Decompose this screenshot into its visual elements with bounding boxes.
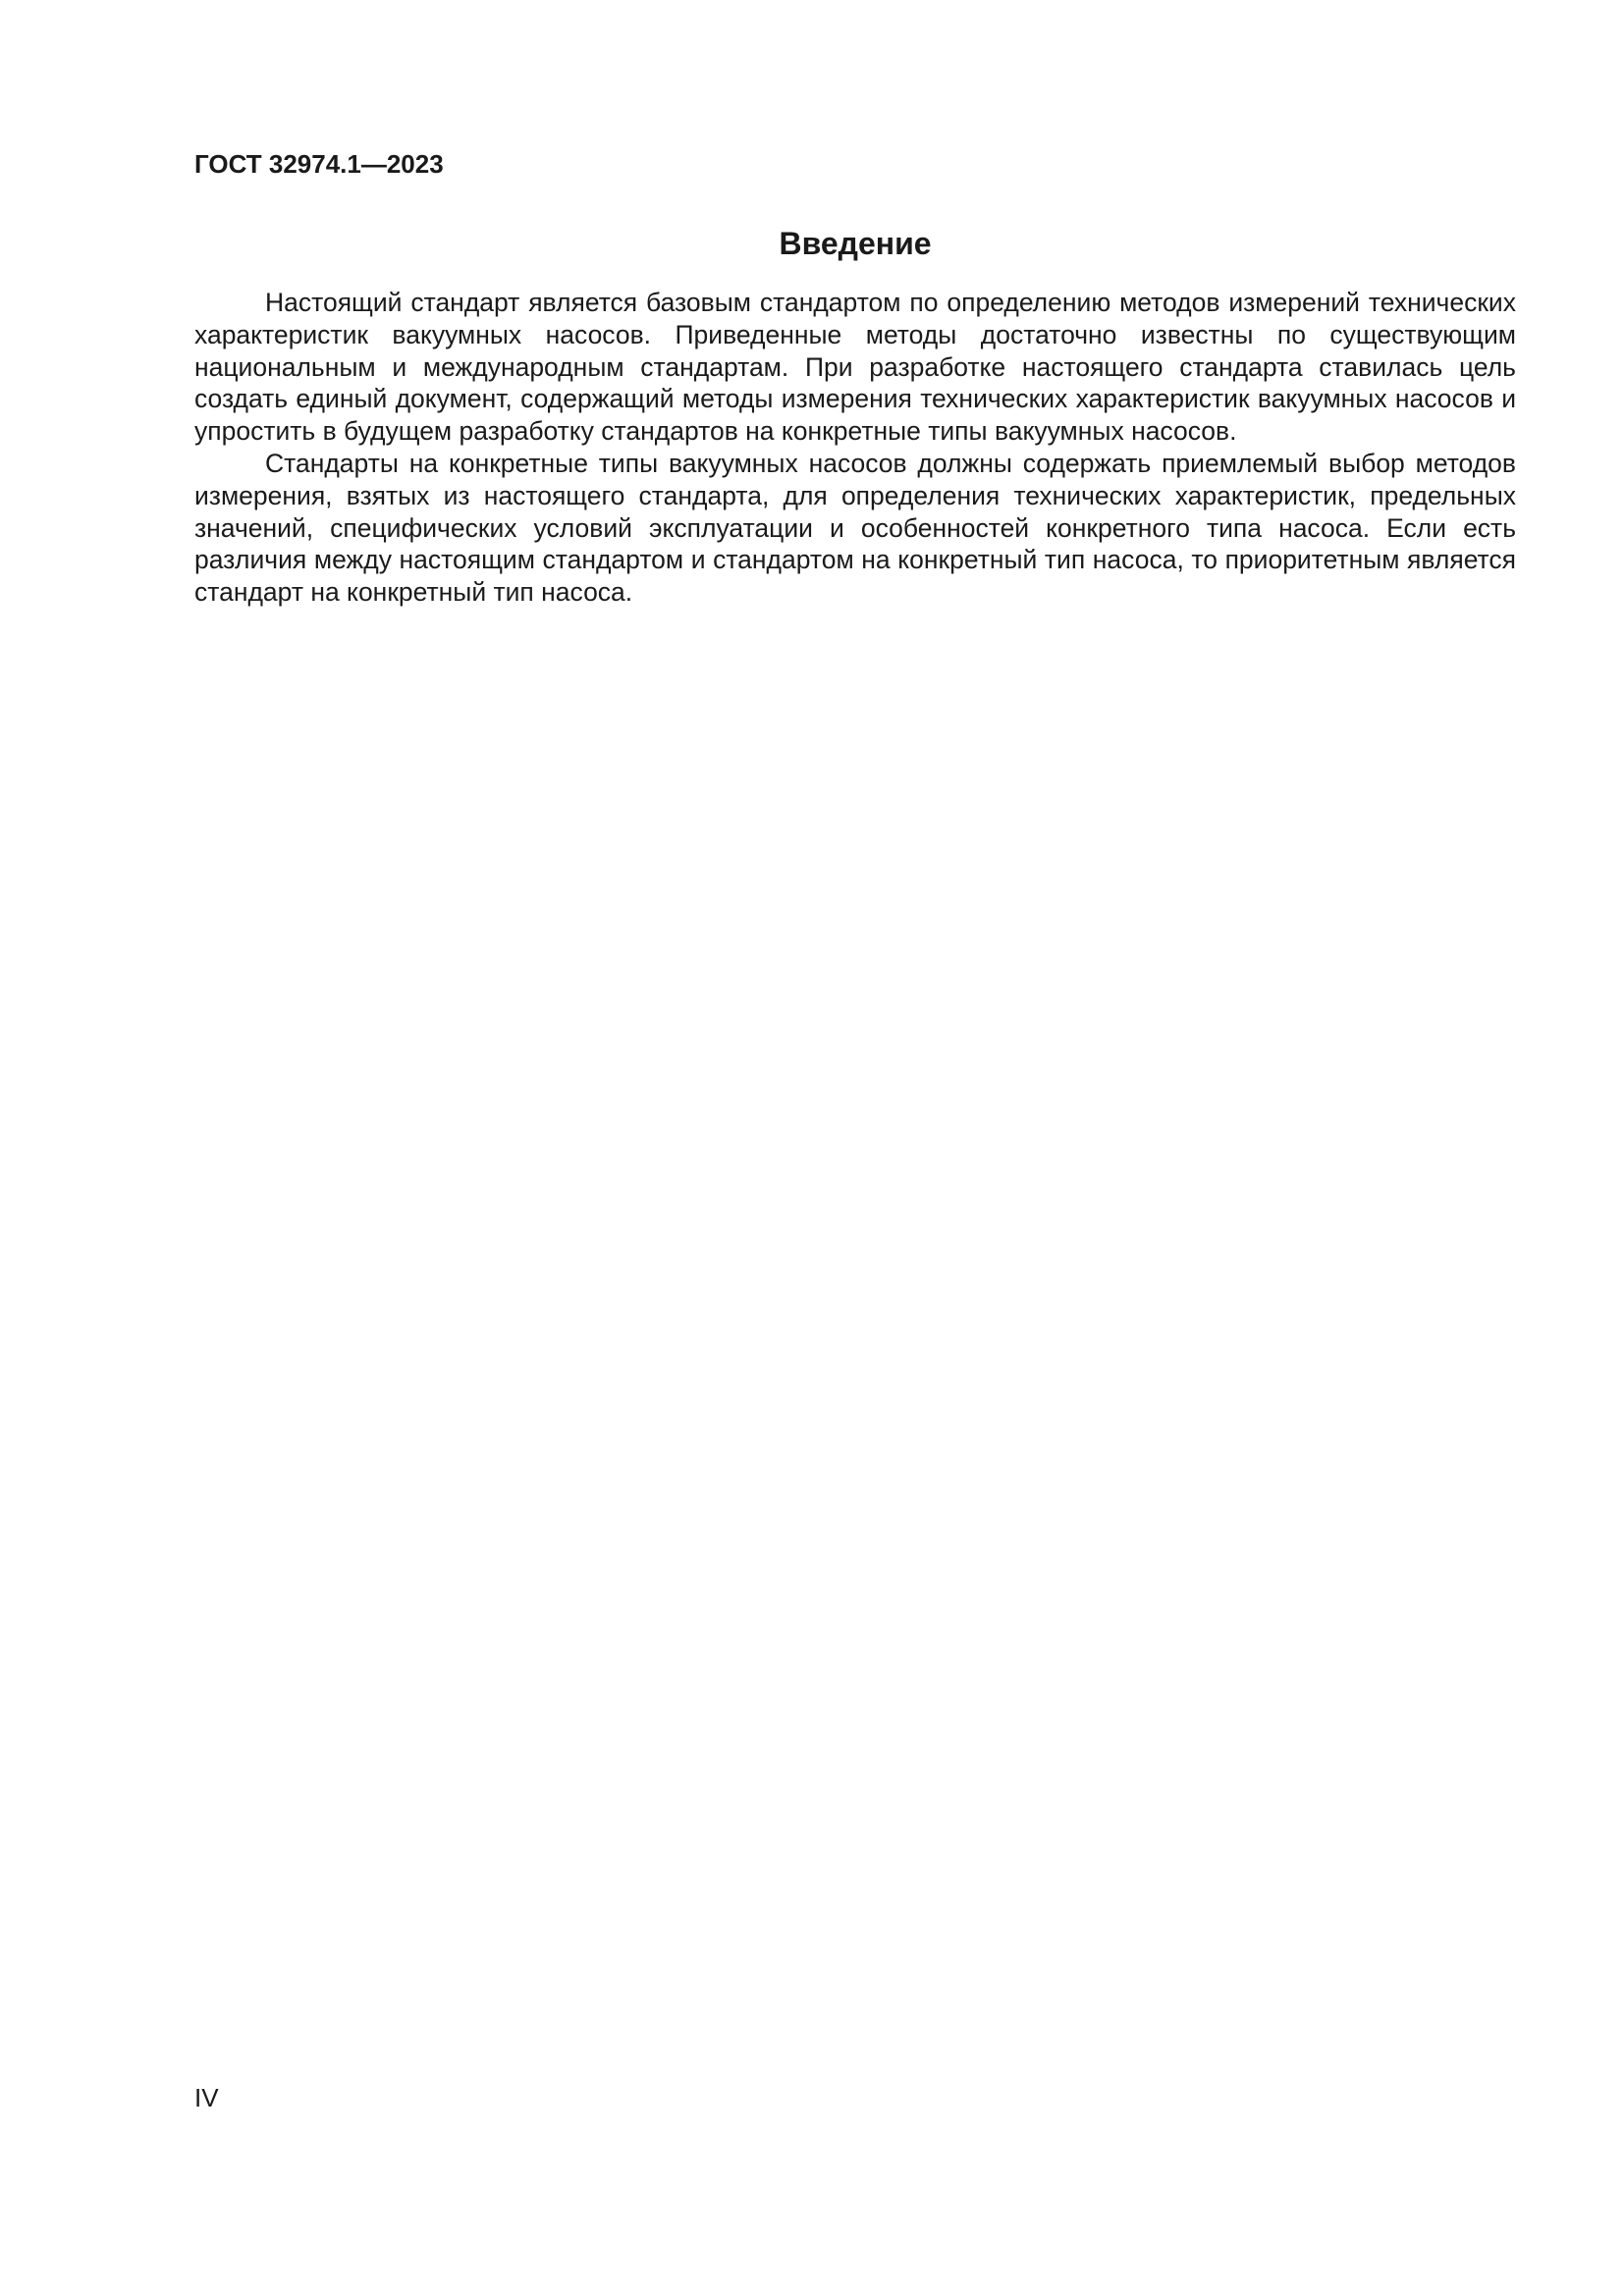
paragraph-1: Настоящий стандарт является базовым стандартом по определению методов измерений технических характеристик вакуумных насосов. Приведенные методы достаточно известны по существующим национальным и международным стандартам. При разработке настоящего стандарта ставилась цель создать единый документ, содержащий методы измерения технических характеристик вакуумных насосов и упростить в будущем разработку стандартов на конкретные типы вакуумных насосов. — [194, 288, 1516, 447]
page-number: IV — [194, 2083, 219, 2112]
paragraph-2: Стандарты на конкретные типы вакуумных насосов должны содержать приемлемый выбор методов измерения, взятых из настоящего стандарта, для определения технических характеристик, предельных значений, специфических условий эксплуатации и особенностей конкретного типа насоса. Если есть различия между настоящим стандартом и стандартом на конкретный тип насоса, то приоритетным является стандарт на конкретный тип насоса. — [194, 448, 1516, 608]
section-body — [194, 287, 1516, 609]
document-code: ГОСТ 32974.1—2023 — [194, 149, 444, 179]
section-title: Введение — [779, 226, 932, 261]
